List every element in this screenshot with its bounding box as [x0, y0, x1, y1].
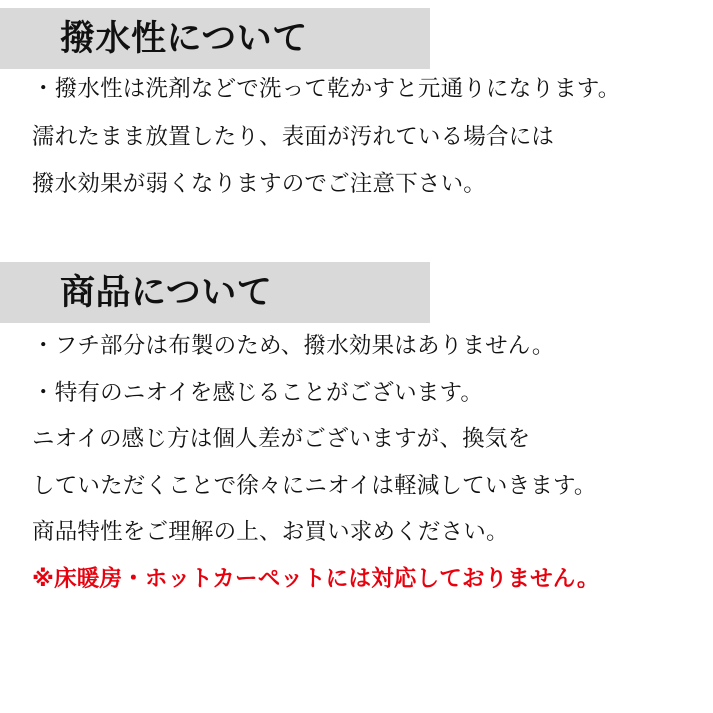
- section-heading-water-repellency: [0, 8, 430, 69]
- body-line: 濡れたまま放置したり、表面が汚れている場合には: [32, 123, 555, 149]
- body-line: していただくことで徐々にニオイは軽減していきます。: [32, 472, 597, 498]
- body-line: ニオイの感じ方は個人差がございますが、換気を: [32, 426, 531, 451]
- section-body-about-product: [0, 335, 616, 590]
- warning-note: ※床暖房・ホットカーペットには対応しておりません。: [32, 565, 600, 591]
- section-body-water-repellency: [0, 78, 636, 221]
- body-line: 撥水効果が弱くなりますのでご注意下さい。: [32, 171, 487, 196]
- body-line: 商品特性をご理解の上、お買い求めください。: [32, 519, 509, 544]
- section-heading-about-product: [0, 262, 430, 323]
- body-line: ・撥水性は洗剤などで洗って乾かすと元通りになります。: [32, 76, 621, 101]
- section-heading-text: 商品について: [60, 273, 273, 312]
- section-heading-text: 撥水性について: [60, 19, 308, 58]
- body-line: ・特有のニオイを感じることがございます。: [32, 379, 484, 405]
- body-line: ・フチ部分は布製のため、撥水効果はありません。: [32, 333, 555, 358]
